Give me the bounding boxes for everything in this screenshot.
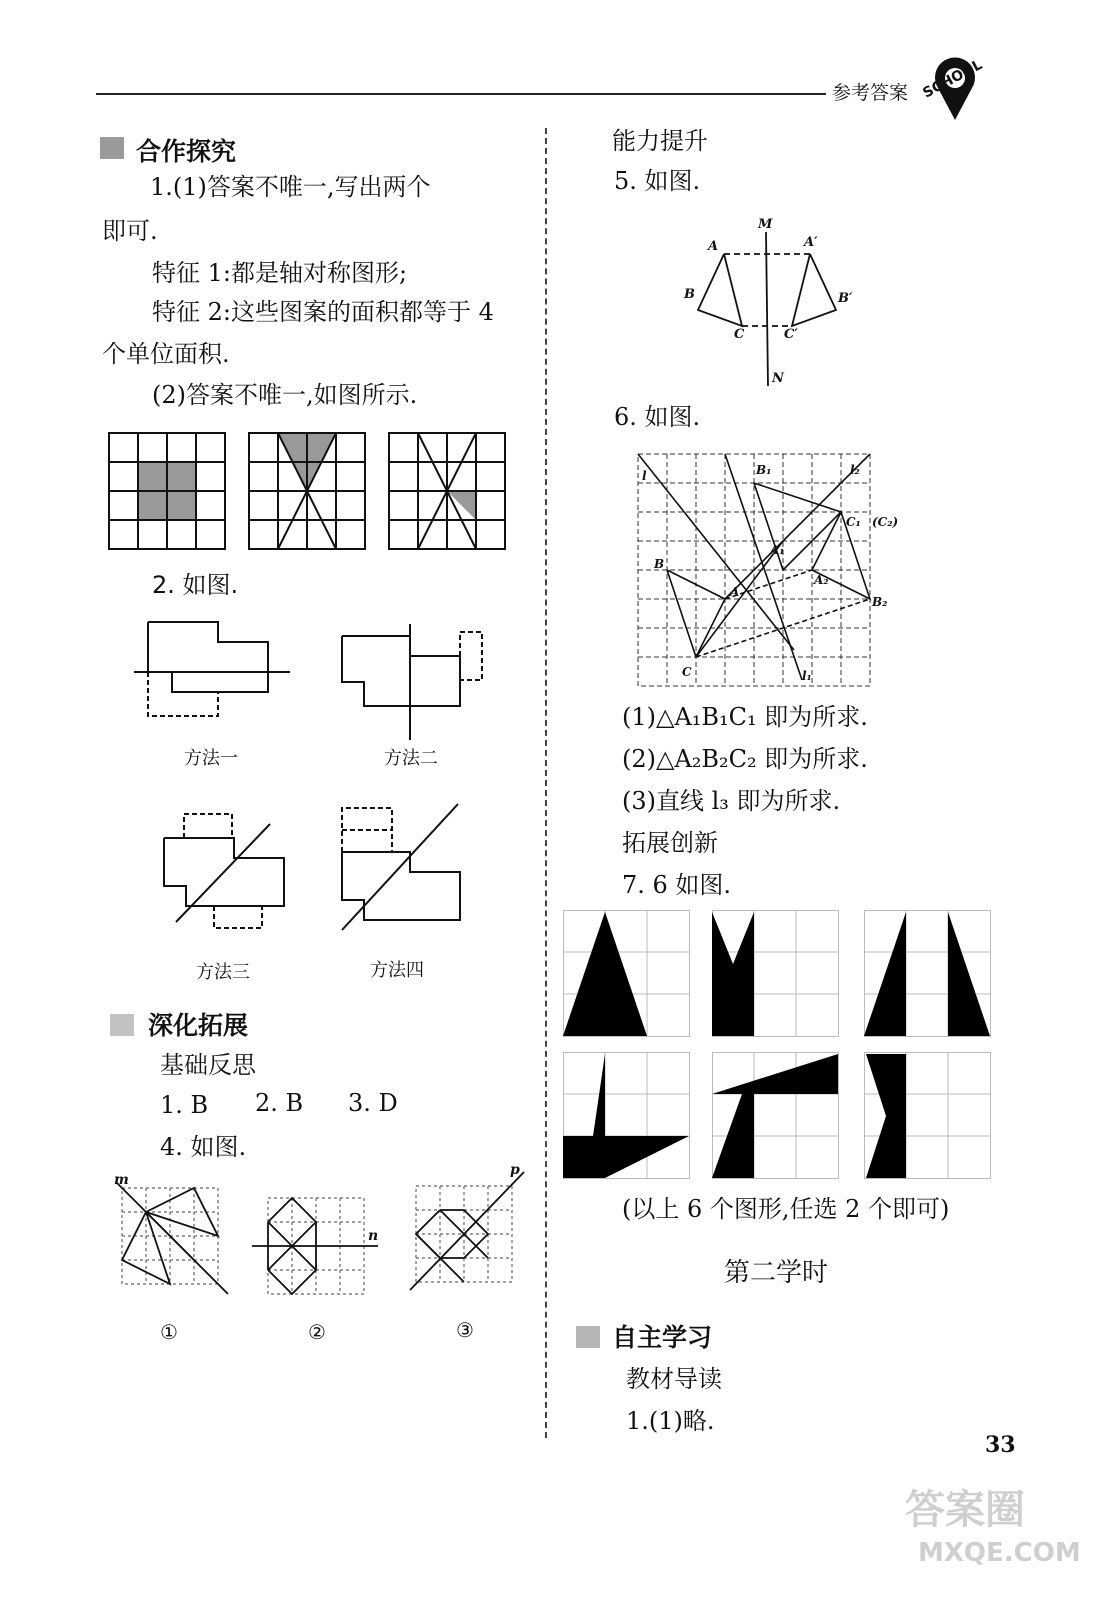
q7-figure-1: [563, 910, 693, 1038]
q2-method1-figure: [132, 618, 297, 723]
page-number: 33: [985, 1432, 1016, 1458]
line-label-p: p: [510, 1162, 520, 1178]
q1-feature1: 特征 1:都是轴对称图形;: [152, 259, 408, 287]
q7-label: 7. 6 如图.: [622, 871, 732, 899]
q5-reflection-figure: [680, 214, 865, 389]
q1-feature2b: 个单位面积.: [102, 340, 230, 368]
section-marker-icon: [100, 137, 124, 159]
label-C: C: [734, 327, 745, 342]
watermark-url: MXQE.COM: [918, 1538, 1081, 1568]
q1-line1: 1.(1)答案不唯一,写出两个: [150, 173, 431, 201]
header-rule: [96, 93, 826, 95]
column-divider: [545, 128, 547, 1438]
q6-answer-1: (1)△A₁B₁C₁ 即为所求.: [622, 703, 868, 731]
line-label-n: n: [368, 1228, 379, 1244]
q7-figure-2: [712, 910, 842, 1038]
q4-figure-1-caption: ①: [160, 1320, 178, 1344]
label-C-prime: C′: [784, 327, 798, 342]
label-A2: A₂: [814, 573, 829, 587]
method3-caption: 方法三: [196, 962, 250, 983]
label-l: l: [642, 469, 647, 483]
label-A1: A₁: [770, 543, 785, 557]
label-A: A: [730, 585, 740, 599]
q2-label: 2. 如图.: [152, 571, 239, 599]
label-M: M: [758, 217, 773, 232]
answer-1: 1. B: [160, 1091, 209, 1119]
q7-figure-3: [864, 910, 994, 1038]
q1-part2: (2)答案不唯一,如图所示.: [152, 381, 418, 409]
section-marker-icon: [110, 1014, 134, 1036]
q4-label: 4. 如图.: [160, 1133, 247, 1161]
answer-3: 3. D: [348, 1089, 398, 1117]
q6-grid-figure: [634, 450, 914, 690]
q7-figure-6: [864, 1052, 994, 1180]
label-A-prime: A′: [804, 235, 818, 250]
label-C2: (C₂): [872, 515, 899, 529]
label-l2: l₂: [850, 463, 860, 477]
textbook-guide-heading: 教材导读: [626, 1365, 722, 1393]
q4-figure-3-caption: ③: [456, 1318, 474, 1342]
label-B: B: [684, 287, 695, 302]
label-B-prime: B′: [838, 291, 853, 306]
section-title-cooperate: 合作探究: [136, 137, 237, 166]
ability-heading: 能力提升: [612, 127, 708, 155]
q7-figure-5: [712, 1052, 842, 1180]
label-C1: C₁: [846, 515, 861, 529]
header-section-title: 参考答案: [832, 82, 909, 104]
q6-label: 6. 如图.: [614, 403, 701, 431]
q1-feature2: 特征 2:这些图案的面积都等于 4: [152, 298, 494, 326]
line-label-m: m: [114, 1172, 129, 1188]
method2-caption: 方法二: [384, 748, 438, 769]
q1-line2: 即可.: [102, 217, 158, 245]
section-marker-icon: [576, 1326, 600, 1348]
q4-figure-2-caption: ②: [308, 1320, 326, 1344]
q5-label: 5. 如图.: [614, 167, 701, 195]
answer-2: 2. B: [255, 1089, 304, 1117]
method1-caption: 方法一: [184, 748, 238, 769]
q1-grid-figure-2: [248, 432, 368, 552]
label-C: C: [682, 665, 692, 679]
lesson-2-heading: 第二学时: [724, 1258, 829, 1288]
q1-grid-figure-1: [108, 432, 228, 552]
q1-grid-figure-3: [388, 432, 508, 552]
q2-method2-figure: [330, 622, 490, 742]
label-B: B: [654, 557, 665, 571]
label-l1: l₁: [802, 669, 812, 683]
label-B1: B₁: [756, 463, 772, 477]
logo-text: SCHOOL: [920, 56, 986, 102]
q6-answer-3: (3)直线 l₃ 即为所求.: [622, 787, 841, 815]
q2-method3-figure: [160, 810, 300, 940]
section-title-self-study: 自主学习: [612, 1323, 713, 1352]
q4-figure-2: [248, 1188, 383, 1298]
school-logo-icon: [918, 48, 993, 123]
basic-reflection: 基础反思: [160, 1051, 256, 1079]
q2-method4-figure: [336, 804, 476, 934]
q4-figure-1: [112, 1172, 232, 1298]
method4-caption: 方法四: [370, 960, 424, 981]
extension-heading: 拓展创新: [622, 829, 718, 857]
label-B2: B₂: [872, 595, 888, 609]
label-N: N: [772, 371, 784, 386]
q1b-answer: 1.(1)略.: [626, 1407, 715, 1435]
section-title-extend: 深化拓展: [148, 1011, 249, 1040]
q7-note: (以上 6 个图形,任选 2 个即可): [622, 1195, 950, 1223]
q7-figure-4: [563, 1052, 693, 1180]
q4-figure-3: [408, 1164, 532, 1298]
label-A: A: [708, 239, 719, 254]
watermark-text: 答案圈: [905, 1487, 1025, 1533]
q6-answer-2: (2)△A₂B₂C₂ 即为所求.: [622, 745, 868, 773]
